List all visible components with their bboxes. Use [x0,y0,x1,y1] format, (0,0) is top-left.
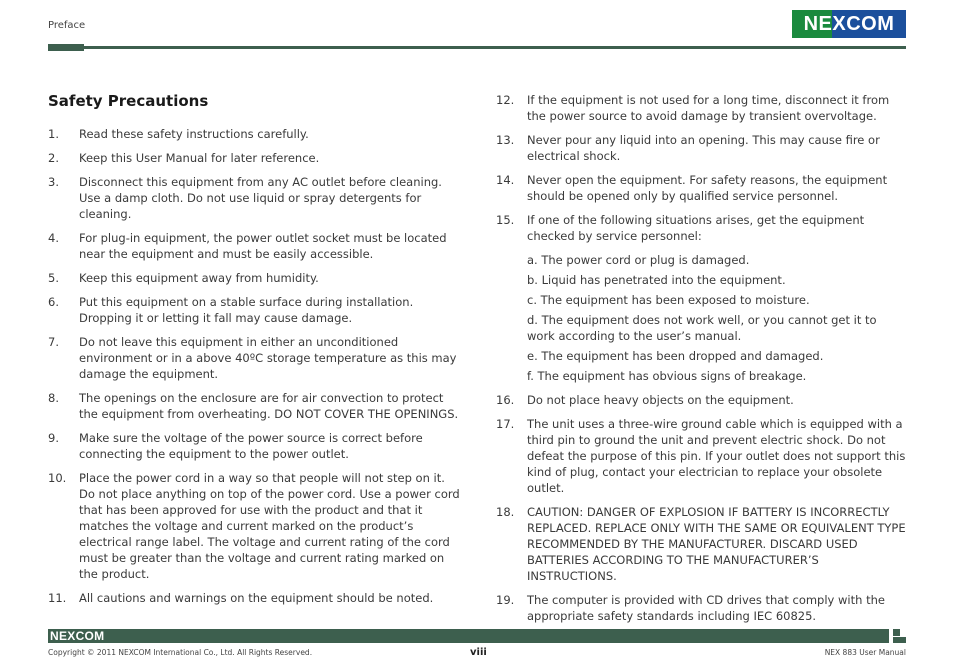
item-number: 13. [496,133,515,147]
sub-item: a. The power cord or plug is damaged. [527,253,750,267]
sub-item: e. The equipment has been dropped and damaged. [527,349,824,363]
item-number: 7. [48,335,59,349]
item-text: All cautions and warnings on the equipment should be noted. [79,591,434,605]
item-number: 3. [48,175,59,189]
item-number: 16. [496,393,515,407]
item-text: If the equipment is not used for a long time, disconnect it from the power source to avoid damage by transient overvoltage. [527,93,890,123]
item-number: 15. [496,213,515,227]
item-text: The openings on the enclosure are for air convection to protect the equipment from overheating. DO NOT COVER THE OPENINGS. [79,391,459,421]
list-item [48,230,460,262]
item-text: Never open the equipment. For safety reasons, the equipment should be opened only by qualified service personnel. [527,173,888,203]
header-section-label: Preface [48,20,86,31]
manual-name: NEX 883 User Manual [824,648,906,657]
item-number: 6. [48,295,59,309]
left-column [48,126,460,614]
item-number: 1. [48,127,59,141]
list-item [496,504,908,584]
item-number: 2. [48,151,59,165]
item-text: Keep this User Manual for later reference. [79,151,320,165]
item-text: Place the power cord in a way so that people will not step on it. Do not place anything on top of the power cord. Use a power cord that has been approved for use with the product and that it matches the voltage and current marked on the product’s electrical range label. The voltage and current rating of the cord must be greater than the voltage and current rating marked on the product. [79,471,460,581]
item-text: Do not place heavy objects on the equipment. [527,393,794,407]
list-item [496,592,908,624]
list-item [48,334,460,382]
item-text: CAUTION: DANGER OF EXPLOSION IF BATTERY IS INCORRECTLY REPLACED. REPLACE ONLY WITH THE SAME OR EQUIVALENT TYPE RECOMMENDED BY THE MANUFACTURER. DISCARD USED BATTERIES ACCORDING TO THE MANUFACTURER’S INSTRUCTIONS. [527,505,906,583]
item-text: Disconnect this equipment from any AC outlet before cleaning. Use a damp cloth. Do not use liquid or spray detergents for cleaning. [79,175,442,221]
item-text: Make sure the voltage of the power source is correct before connecting the equipment to the power outlet. [79,431,423,461]
item-number: 4. [48,231,59,245]
section-title: Safety Precautions [48,92,209,110]
item-text: Read these safety instructions carefully. [79,127,309,141]
sub-item: b. Liquid has penetrated into the equipment. [527,273,786,287]
list-item [48,174,460,222]
item-text: Keep this equipment away from humidity. [79,271,319,285]
item-number: 8. [48,391,59,405]
sub-item: c. The equipment has been exposed to moisture. [527,293,810,307]
item-text: The unit uses a three-wire ground cable which is equipped with a third pin to ground the unit and prevent electric shock. Do not defeat the purpose of this pin. If your outlet does not support this kind of plug, contact your electrician to replace your obsolete outlet. [527,417,906,495]
list-item [496,416,908,496]
item-number: 12. [496,93,515,107]
sub-item: f. The equipment has obvious signs of breakage. [527,369,807,383]
item-number: 14. [496,173,515,187]
header-divider [48,46,906,49]
list-item [496,212,908,244]
item-number: 19. [496,593,515,607]
list-item [48,126,460,142]
corner-mark [893,629,900,636]
item-number: 10. [48,471,67,485]
list-item [496,172,908,204]
page-number: viii [470,647,487,658]
list-item [48,590,460,606]
item-text: If one of the following situations arises, get the equipment checked by service personnel: [527,213,865,243]
item-number: 5. [48,271,59,285]
footer-logo: NEXCOM [50,629,105,643]
list-item [48,470,460,582]
item-number: 17. [496,417,515,431]
list-item [48,294,460,326]
list-item [48,390,460,422]
nexcom-logo [792,10,906,38]
list-item [496,132,908,164]
item-number: 18. [496,505,515,519]
list-item [48,430,460,462]
list-item [48,150,460,166]
list-item [48,270,460,286]
list-item [496,92,908,124]
item-number: 9. [48,431,59,445]
item-text: Never pour any liquid into an opening. This may cause fire or electrical shock. [527,133,880,163]
item-text: Put this equipment on a stable surface during installation. Dropping it or letting it fall may cause damage. [79,295,414,325]
copyright-text: Copyright © 2011 NEXCOM International Co., Ltd. All Rights Reserved. [48,648,313,657]
right-column [496,92,908,632]
corner-mark [893,637,906,643]
item-text: For plug-in equipment, the power outlet socket must be located near the equipment and must be easily accessible. [79,231,447,261]
list-item [496,392,908,408]
logo-text: NEXCOM [803,13,895,35]
item-number: 11. [48,591,67,605]
item-text: The computer is provided with CD drives that comply with the appropriate safety standards including IEC 60825. [527,593,885,623]
sub-item: d. The equipment does not work well, or you cannot get it to work according to the user’s manual. [527,313,877,343]
item-text: Do not leave this equipment in either an unconditioned environment or in a above 40ºC storage temperature as this may damage the equipment. [79,335,457,381]
footer-bar [48,629,889,643]
